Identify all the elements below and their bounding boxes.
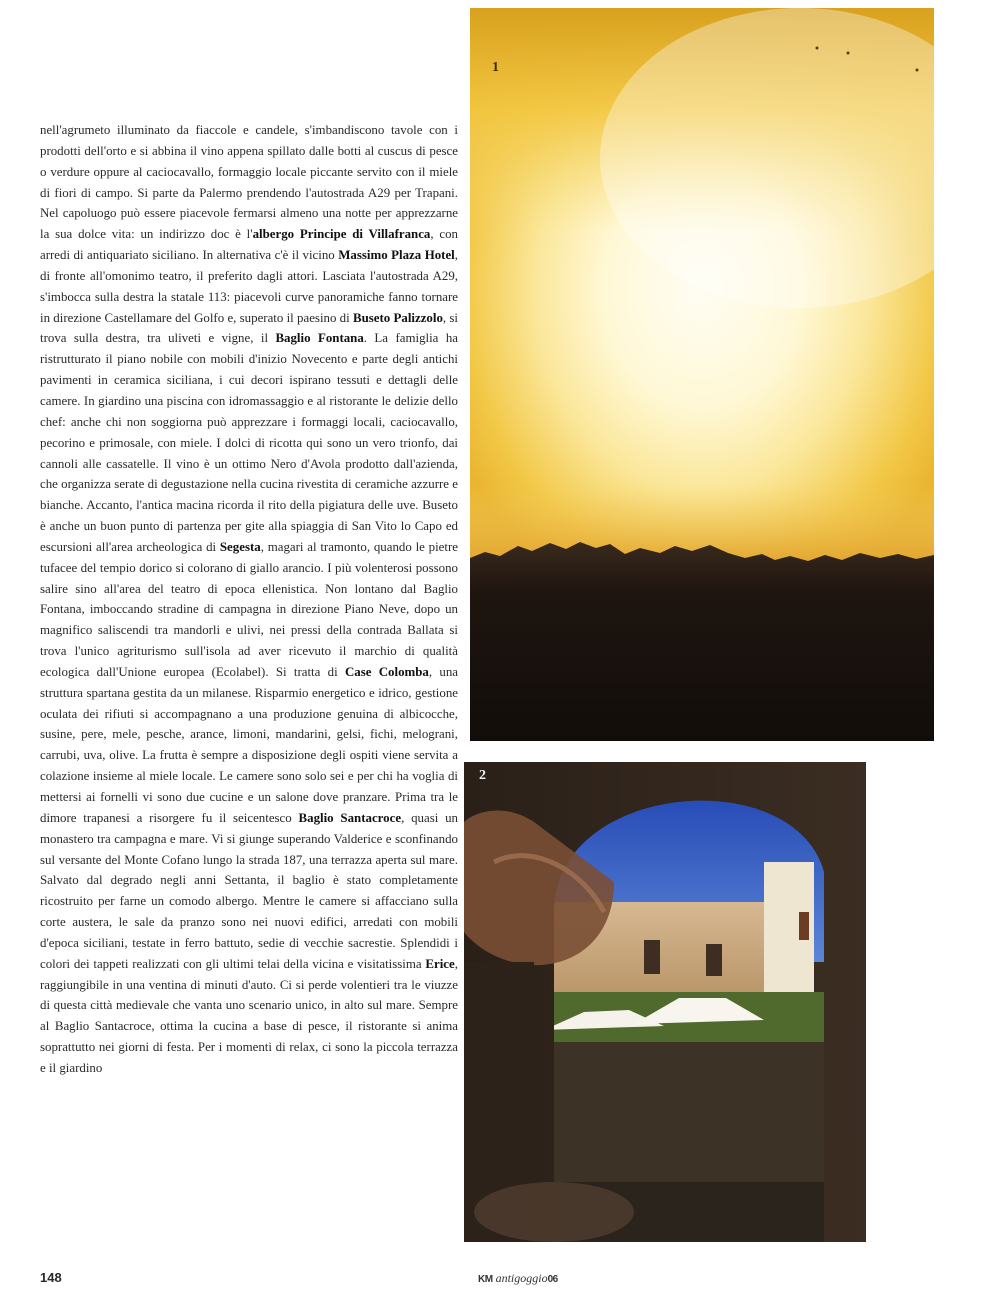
place-name: Baglio Fontana — [275, 331, 364, 346]
text-run: , quasi un monastero tra campagna e mare. Vi si giunge superando Valderice e sconfinando sul versante del Monte Cofano lungo la strada 187, una terrazza aperta sul mare. Salvato dal degrado negli anni Settanta, il baglio è stato completamente ricostruito per farne un comodo albergo. Mentre le camere si affacciano sulla corte austera, le sale da pranzo sono nei nuovi edifici, arredati con mobili d'epoca siciliani, testate in ferro battuto, sedie di vecchie sacrestie. Splendidi i colori dei tappeti realizzati con gli ultimi telai della vicina e visitatissima — [40, 810, 458, 971]
place-name: Baglio Santacroce — [298, 810, 402, 825]
photo-sunset — [470, 8, 934, 741]
magazine-logo-mark: KM — [478, 1274, 493, 1285]
photo-courtyard — [464, 762, 866, 1242]
courtyard-image — [464, 762, 866, 1242]
place-name: albergo Principe di Villafranca — [252, 227, 431, 242]
text-run: , raggiungibile in una ventina di minuti d'auto. Ci si perde volentieri tra le viuzze di questa città medievale che vanta uno scenario unico, in alto sul mare. Sempre al Baglio Santacroce, ottima la cucina a base di pesce, il ristorante si anima soprattutto nei giorni di festa. Per i momenti di relax, ci sono la piccola terrazza e il giardino — [40, 956, 458, 1075]
text-run: , una struttura spartana gestita da un milanese. Risparmio energetico e idrico, gestione oculata dei rifiuti si accompagnano a una produzione genuina di albicocche, susine, pere, mele, pesche, arance, limoni, mandarini, gelsi, fichi, melograni, carrubi, uva, olive. La frutta è sempre a disposizione degli ospiti viene servita a colazione insieme al miele locale. Le camere sono solo sei e per chi ha voglia di mettersi ai fornelli vi sono due cucine e un salone dove pranzare. Prima tra le dimore trapanesi a risorgere fu il seicentesco — [40, 664, 458, 825]
text-run: , con arredi di antiquariato siciliano. In alternativa c'è il vicino — [40, 227, 459, 263]
page-number: 148 — [40, 1270, 62, 1285]
text-run: , si trova sulla destra, tra uliveti e vigne, il — [40, 310, 458, 346]
place-name: Massimo Plaza Hotel — [338, 248, 455, 263]
article-body-column — [40, 120, 458, 1079]
article-paragraph — [40, 120, 458, 1079]
place-name: Segesta — [219, 539, 261, 554]
photo-number-1: 1 — [492, 60, 499, 75]
photo-number-2: 2 — [479, 768, 486, 783]
text-run: nell'agrumeto illuminato da fiaccole e candele, s'imbandiscono tavole con i prodotti dell'orto e si abbina il vino appena spillato dalle botti al cuscus di pesce o verdure oppure al caciocavallo, formaggio locale piccante servito con il miele di fiori di campo. Si parte da Palermo prendendo l'autostrada A29 per Trapani. Nel capoluogo può essere piacevole fermarsi almeno una notte per apprezzarne la sua dolce vita: un indirizzo doc è l' — [40, 123, 458, 242]
text-run: . La famiglia ha ristrutturato il piano nobile con mobili d'inizio Novecento e parte degli antichi pavimenti in ceramica siciliana, i cui decori ispirano tessuti e dettagli delle camere. In giardino una piscina con idromassaggio e al ristorante le delizie dello chef: anche chi non soggiorna può apprezzare i formaggi locali, caciocavallo, pecorino e primosale, con miele. I dolci di ricotta qui sono un vero trionfo, dai cannoli alle cassatelle. Il vino è un ottimo Nero d'Avola prodotto dall'azienda, che organizza serate di degustazione nella cucina rivestita di ceramiche azzurre e bianche. Accanto, l'antica macina ricorda il rito della pigiatura delle uve. Buseto è anche un buon punto di partenza per gite alla spiaggia di San Vito lo Capo ed escursioni all'area archeologica di — [40, 331, 458, 554]
place-name: Case Colomba — [344, 664, 429, 679]
sunset-image — [470, 8, 934, 741]
place-name: Buseto Palizzolo — [352, 310, 443, 325]
place-name: Erice — [425, 956, 455, 971]
text-run: , di fronte all'omonimo teatro, il preferito dagli attori. Lasciata l'autostrada A29, s'imbocca sulla destra la statale 113: piacevoli curve panoramiche fanno tornare in direzione Castellamare del Golfo e, superato il paesino di — [40, 248, 458, 325]
magazine-issue-tail: 06 — [547, 1274, 558, 1285]
magazine-issue: antigoggio — [495, 1271, 548, 1285]
magazine-footer — [478, 1271, 558, 1286]
text-run: , magari al tramonto, quando le pietre tufacee del tempio dorico si colorano di giallo arancio. I più volenterosi possono salire sino all'area del teatro di epoca ellenistica. Non lontano dal Baglio Fontana, imboccando stradine di campagna in direzione Piano Neve, dopo un magnifico saliscendi tra mandorli e ulivi, nei pressi della contrada Ballata si trova l'unico agriturismo sull'isola ad aver ricevuto il marchio di qualità ecologica dall'Unione europea (Ecolabel). Si tratta di — [40, 539, 458, 679]
